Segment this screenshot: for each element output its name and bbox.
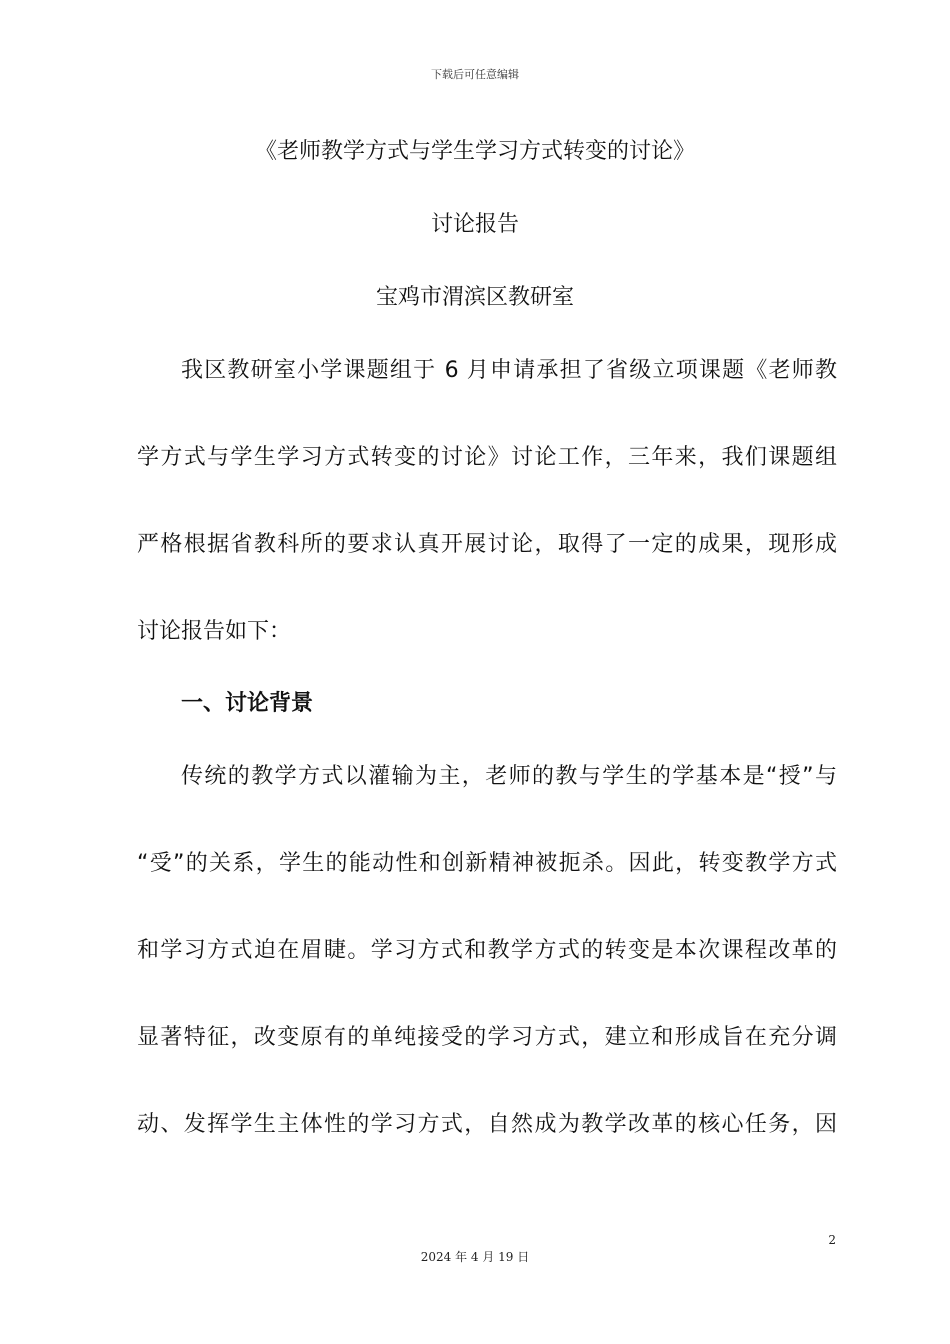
section-heading: 一、讨论背景 — [181, 691, 314, 716]
intro-line-4: 讨论报告如下： — [137, 619, 292, 644]
section-line-3: 和学习方式迫在眉睫。学习方式和教学方式的转变是本次课程改革的 — [137, 938, 837, 963]
document-subtitle: 讨论报告 — [430, 212, 519, 237]
section-line-4: 显著特征，改变原有的单纯接受的学习方式，建立和形成旨在充分调 — [137, 1025, 837, 1050]
intro-line-3: 严格根据省教科所的要求认真开展讨论，取得了一定的成果，现形成 — [137, 532, 837, 557]
intro-line-2: 学方式与学生学习方式转变的讨论》讨论工作，三年来，我们课题组 — [137, 445, 837, 470]
intro-line-1: 我区教研室小学课题组于 6 月申请承担了省级立项课题《老师教 — [181, 358, 837, 383]
section-line-2: “受”的关系，学生的能动性和创新精神被扼杀。因此，转变教学方式 — [137, 851, 837, 876]
document-title: 《老师教学方式与学生学习方式转变的讨论》 — [254, 139, 695, 164]
document-author: 宝鸡市渭滨区教研室 — [375, 285, 574, 310]
header-note: 下载后可任意编辑 — [431, 68, 519, 81]
page-number: 2 — [828, 1233, 836, 1247]
section-line-5: 动、发挥学生主体性的学习方式，自然成为教学改革的核心任务，因 — [137, 1112, 837, 1137]
section-line-1: 传统的教学方式以灌输为主，老师的教与学生的学基本是“授”与 — [181, 764, 837, 789]
footer-date: 2024 年 4 月 19 日 — [420, 1250, 530, 1264]
